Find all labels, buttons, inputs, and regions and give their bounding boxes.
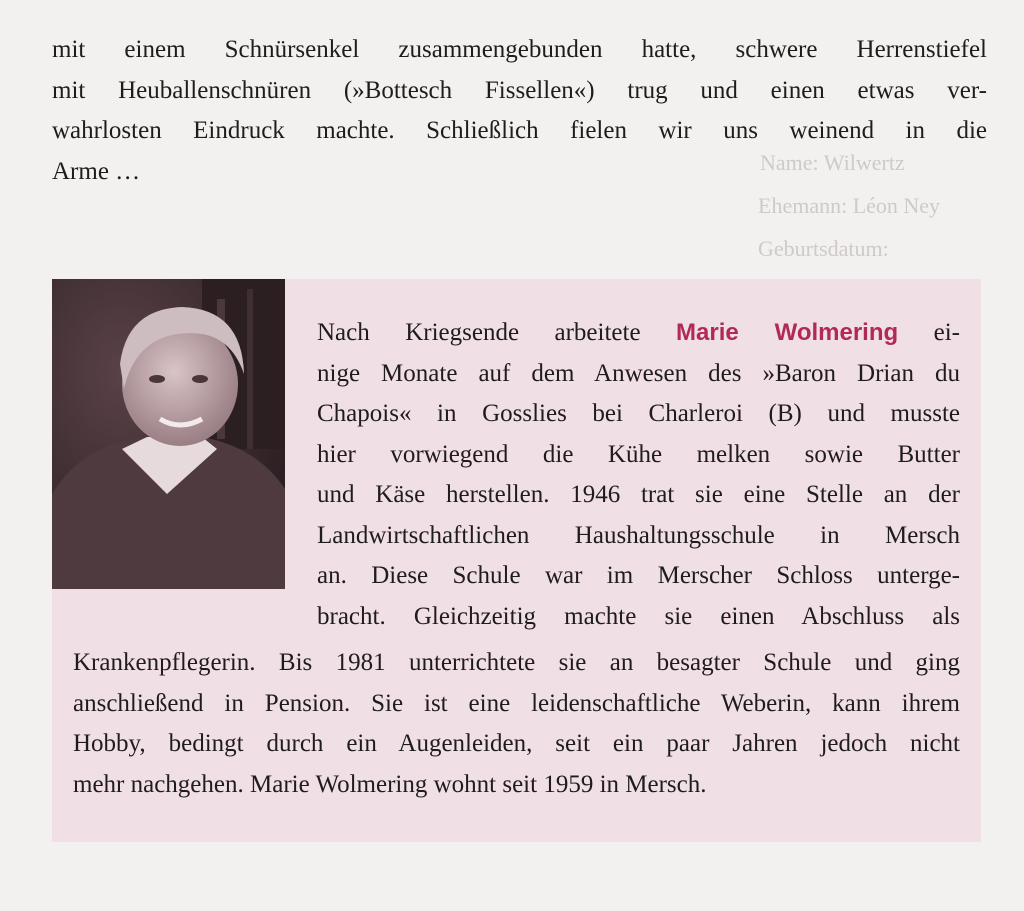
- text-line: mit einem Schnürsenkel zusammengebunden hatte, schwere Herrenstiefel: [52, 36, 987, 63]
- text-line: und Käse herstellen. 1946 trat sie eine Stelle an der: [317, 481, 960, 508]
- person-name: Marie Wolmering: [676, 319, 899, 346]
- bio-text-full-width: [73, 643, 960, 805]
- text-line: mehr nachgehen. Marie Wolmering wohnt seit 1959 in Mersch.: [73, 770, 707, 798]
- text-line: Landwirtschaftlichen Haushaltungsschule in Mersch: [317, 521, 960, 549]
- bleed-through-line: Geburtsdatum:: [758, 236, 889, 261]
- text-line: Chapois« in Gosslies bei Charleroi (B) und musste: [317, 400, 960, 427]
- portrait-image: [52, 279, 285, 589]
- text-line: wahrlosten Eindruck machte. Schließlich fielen wir uns weinend in die: [52, 117, 987, 144]
- text-line: Hobby, bedingt durch ein Augenleiden, seit ein paar Jahren jedoch nicht: [73, 730, 960, 757]
- intro-paragraph: [52, 30, 987, 192]
- text-line: bracht. Gleichzeitig machte sie einen Abschluss als: [317, 602, 960, 630]
- text-line: anschließend in Pension. Sie ist eine leidenschaftliche Weberin, kann ihrem: [73, 689, 960, 717]
- bleed-through-line: Ehemann: Léon Ney: [758, 193, 941, 218]
- text-line: nige Monate auf dem Anwesen des »Baron Drian du: [317, 359, 960, 387]
- text-line: Krankenpflegerin. Bis 1981 unterrichtete sie an besagter Schule und ging: [73, 649, 960, 676]
- text-line: mit Heuballenschnüren (»Bottesch Fissellen«) trug und einen etwas ver-: [52, 76, 987, 104]
- text-line: Arme …: [52, 157, 141, 185]
- text-line: an. Diese Schule war im Merscher Schloss unterge-: [317, 562, 960, 589]
- bio-text-beside-photo: [317, 313, 960, 637]
- bleed-through-line: Name: Wilwertz: [760, 150, 905, 175]
- text-line: Nach Kriegsende arbeitete Marie Wolmering ei-: [317, 319, 961, 346]
- text-line: hier vorwiegend die Kühe melken sowie Butter: [317, 440, 960, 468]
- portrait-photo: [52, 279, 285, 589]
